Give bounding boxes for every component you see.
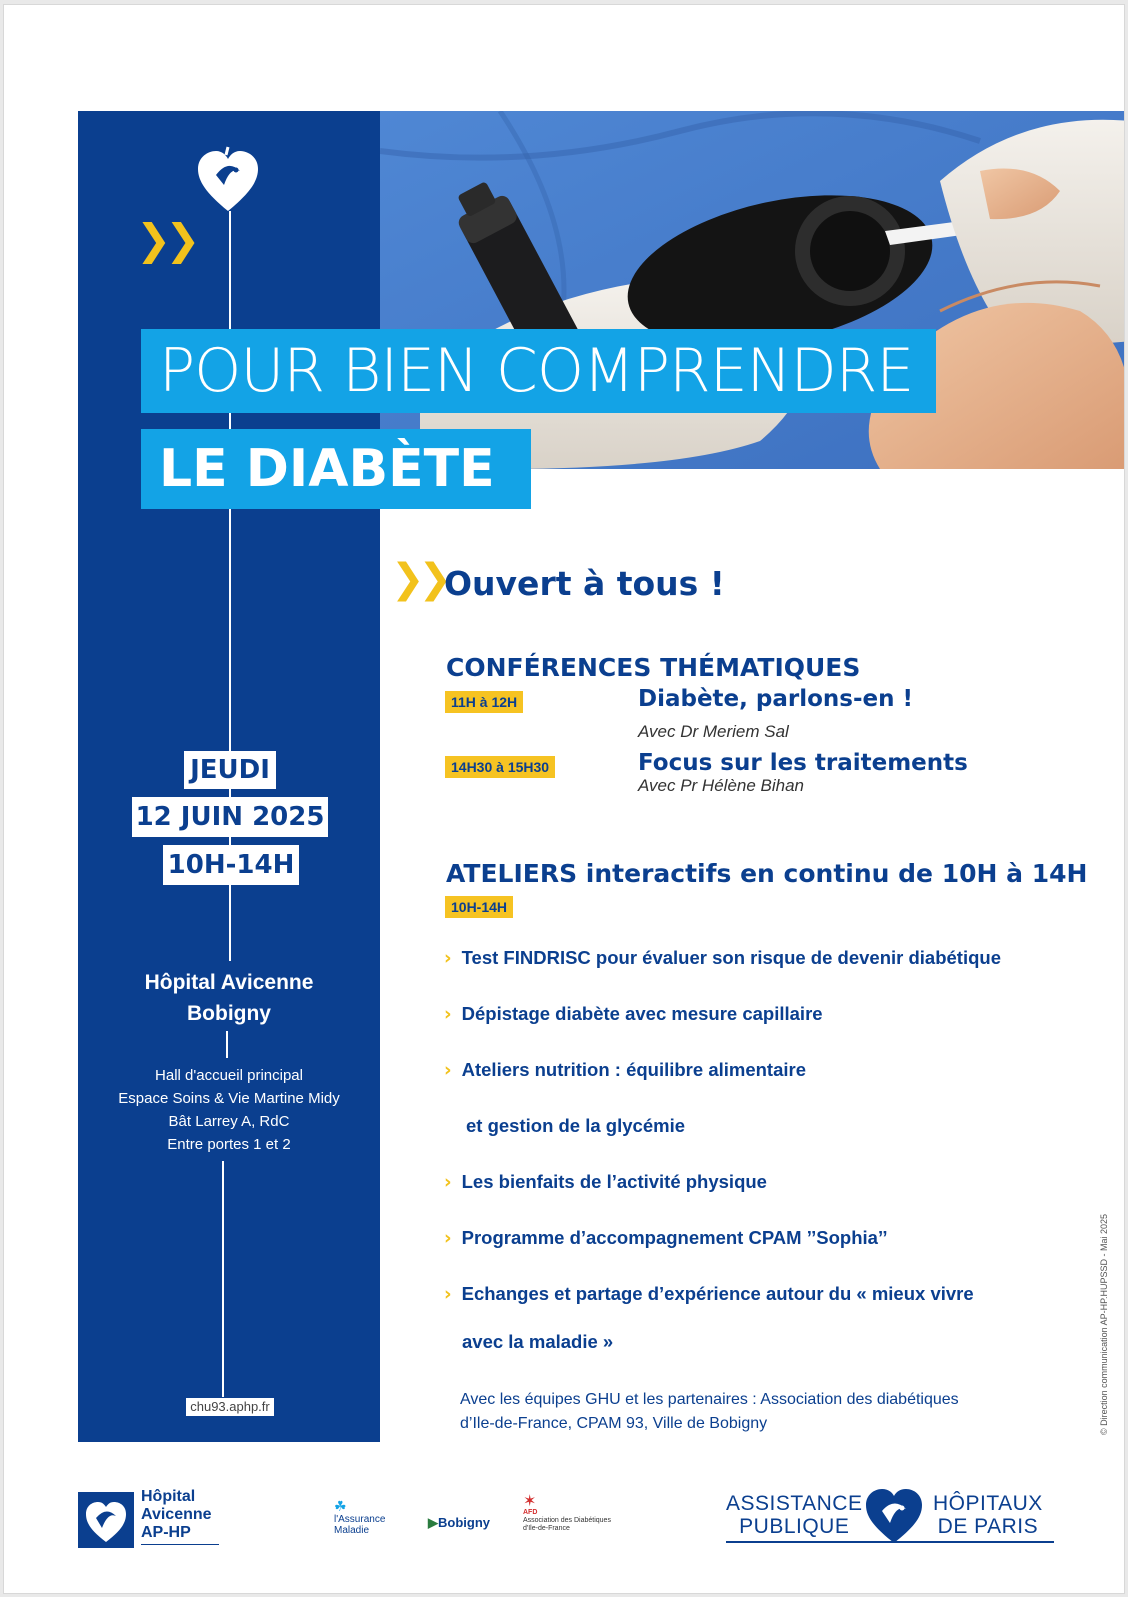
address-line: Bât Larrey A, RdC (168, 1113, 290, 1130)
page-title-line2: LE DIABÈTE (141, 429, 531, 509)
hospital-logo-icon (78, 1492, 134, 1548)
list-item: › Programme d’accompagnement CPAM ’’Sophia’’ (444, 1227, 888, 1249)
logo-text-line: Maladie (334, 1525, 370, 1536)
aphp-underline (726, 1541, 1054, 1543)
list-item: › Ateliers nutrition : équilibre alimentaire (444, 1059, 806, 1081)
logo-text-line: Hôpital (141, 1488, 196, 1505)
divider-line (226, 1031, 228, 1058)
venue-name-line1: Hôpital Avicenne (144, 971, 314, 994)
venue-name (78, 967, 380, 1029)
ateliers-heading: ATELIERS interactifs en continu de 10H à 14H (446, 859, 1088, 888)
conference-title: Focus sur les traitements (638, 750, 968, 776)
bobigny-mark-icon: ▶ (428, 1515, 438, 1530)
venue-address (78, 1064, 380, 1156)
logo-text-line: PUBLIQUE (739, 1515, 850, 1538)
list-item: › Test FINDRISC pour évaluer son risque de devenir diabétique (444, 947, 1001, 969)
bullet-chevron-icon: › (444, 948, 452, 969)
list-item-continuation: avec la maladie » (462, 1331, 614, 1352)
ateliers-time: 10H-14H (445, 896, 513, 918)
aphp-heart-icon (862, 1483, 926, 1547)
logo-text-line: DE PARIS (937, 1515, 1039, 1538)
credit-text: © Direction communication AP-HP.HUPSSD - Mai 2025 (1099, 1213, 1109, 1435)
aphp-logo-left (726, 1492, 862, 1538)
conference-speaker: Avec Dr Meriem Sal (638, 722, 789, 741)
page-title-line1: POUR BIEN COMPRENDRE (141, 329, 936, 413)
bullet-chevron-icon: › (444, 1284, 452, 1305)
list-item: › Les bienfaits de l’activité physique (444, 1171, 767, 1193)
heart-logo-icon (196, 145, 260, 215)
event-day: JEUDI (184, 751, 276, 789)
bobigny-logo: ▶Bobigny (428, 1515, 490, 1530)
divider-line (222, 1161, 224, 1397)
double-chevron-icon: ❯❯ (136, 215, 195, 264)
hospital-logo-text (141, 1488, 219, 1545)
double-chevron-icon: ❯❯ (391, 556, 447, 602)
bullet-chevron-icon: › (444, 1172, 452, 1193)
conference-speaker: Avec Pr Hélène Bihan (638, 776, 805, 795)
afd-figure-icon: ✶ (523, 1493, 537, 1510)
logo-text-line: HÔPITAUX (933, 1492, 1043, 1515)
logo-text-line: Avicenne (141, 1506, 212, 1523)
partners-line: Avec les équipes GHU et les partenaires : Association des diabétiques (460, 1391, 959, 1408)
bullet-chevron-icon: › (444, 1060, 452, 1081)
open-to-all-heading: Ouvert à tous ! (444, 564, 725, 603)
partners-line: d’Ile-de-France, CPAM 93, Ville de Bobigny (460, 1415, 768, 1432)
glucometer-photo (380, 111, 1125, 469)
venue-name-line2: Bobigny (187, 1002, 271, 1025)
event-date: 12 JUIN 2025 (132, 797, 328, 837)
conference-time: 11H à 12H (445, 691, 523, 713)
bullet-chevron-icon: › (444, 1004, 452, 1025)
list-item-continuation: et gestion de la glycémie (466, 1115, 685, 1136)
bullet-chevron-icon: › (444, 1228, 452, 1249)
assurance-figure-icon: ☘ (334, 1498, 347, 1514)
conference-title: Diabète, parlons-en ! (638, 686, 913, 712)
logo-text-line: d'Ile-de-France (523, 1525, 570, 1532)
logo-text-line: AFD (523, 1509, 538, 1516)
conferences-heading: CONFÉRENCES THÉMATIQUES (446, 653, 861, 682)
afd-logo (523, 1493, 611, 1533)
list-item: › Dépistage diabète avec mesure capillaire (444, 1003, 823, 1025)
assurance-maladie-logo (334, 1498, 386, 1536)
list-item: › Echanges et partage d’expérience autour du « mieux vivre (444, 1283, 974, 1305)
address-line: Hall d'accueil principal (155, 1067, 303, 1084)
address-line: Espace Soins & Vie Martine Midy (118, 1090, 340, 1107)
logo-text-line: ASSISTANCE (726, 1492, 863, 1515)
logo-text-line: l'Assurance (334, 1514, 386, 1525)
event-hours: 10H-14H (163, 845, 299, 885)
conference-time: 14H30 à 15H30 (445, 756, 555, 778)
poster (3, 4, 1125, 1594)
aphp-logo-right (933, 1492, 1043, 1538)
logo-text-line: Association des Diabétiques (523, 1517, 611, 1524)
partners-text (460, 1388, 1080, 1436)
website-link[interactable]: chu93.aphp.fr (186, 1398, 274, 1416)
address-line: Entre portes 1 et 2 (167, 1136, 291, 1153)
logo-text-line: AP-HP (141, 1524, 191, 1541)
